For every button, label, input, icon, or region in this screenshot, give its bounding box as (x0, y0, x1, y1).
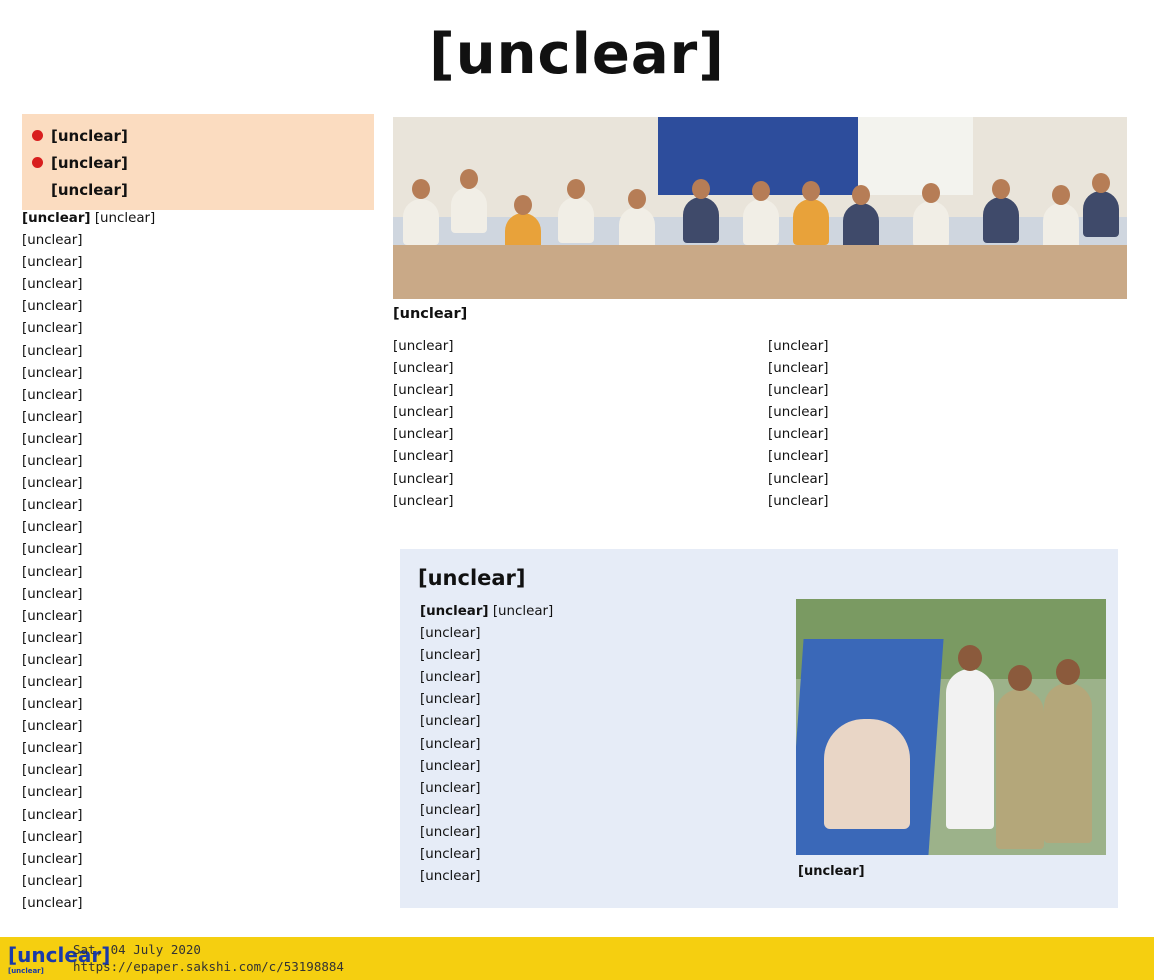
article-line: [unclear] (768, 493, 829, 509)
logo-subtext: [unclear] (8, 967, 44, 975)
sub-article-box (400, 549, 1118, 908)
photo-person (946, 669, 994, 829)
photo-person (451, 187, 487, 233)
article-line: [unclear] (22, 409, 83, 425)
kicker-item-2-cont (32, 176, 364, 203)
article-line: [unclear] (768, 405, 829, 421)
article-line: [unclear] (22, 277, 83, 293)
photo-person (1044, 683, 1092, 843)
article-line: [unclear] (393, 361, 454, 377)
photo-banner (858, 117, 973, 195)
photo-person-head (1092, 173, 1110, 193)
article-line: [unclear] (22, 608, 83, 624)
article-line: [unclear] (768, 361, 829, 377)
sub-article-line: [unclear] (420, 869, 481, 885)
article-column-3 (768, 336, 1128, 526)
article-line: [unclear] (22, 652, 83, 668)
article-column-1 (22, 208, 378, 918)
photo-person (983, 197, 1019, 243)
kicker-text: [unclear] (51, 180, 128, 199)
article-line: [unclear] (22, 431, 83, 447)
article-line: [unclear] (22, 343, 83, 359)
article-line: [unclear] (22, 763, 83, 779)
photo-person (743, 199, 779, 245)
edition-date: Sat, 04 July 2020 (73, 942, 201, 957)
article-line: [unclear] (22, 321, 83, 337)
sakshi-logo[interactable] (8, 943, 111, 975)
photo-person (793, 199, 829, 245)
edition-url[interactable]: https://epaper.sakshi.com/c/53198884 (73, 959, 344, 974)
sub-article-line: [unclear] (420, 758, 481, 774)
article-line: [unclear] (393, 427, 454, 443)
article-line: [unclear] (22, 741, 83, 757)
sub-article-line: [unclear] (420, 780, 481, 796)
logo-text: [unclear] (8, 943, 111, 967)
photo-person (996, 689, 1044, 849)
article-line: [unclear] (22, 851, 83, 867)
article-line: [unclear] (22, 476, 83, 492)
article-line: [unclear] (22, 387, 83, 403)
sub-article-line (420, 601, 790, 623)
article-line: [unclear] (768, 427, 829, 443)
article-text: [unclear] (94, 211, 156, 226)
article-line: [unclear] (768, 339, 829, 354)
photo-person-head (958, 645, 982, 671)
article-column-2 (393, 336, 753, 526)
sub-article-text (420, 601, 790, 893)
photo-person (1083, 191, 1119, 237)
article-line: [unclear] (22, 829, 83, 845)
article-line: [unclear] (393, 383, 454, 399)
bullet-icon (32, 157, 43, 168)
sub-article-line: [unclear] (420, 824, 481, 840)
kicker-item-1 (32, 122, 364, 149)
photo-person-head (514, 195, 532, 215)
photo-person-head (1056, 659, 1080, 685)
kicker-item-2 (32, 149, 364, 176)
article-line: [unclear] (22, 674, 83, 690)
sub-photo-caption: [unclear] (798, 864, 865, 879)
article-line: [unclear] (768, 383, 829, 399)
article-line: [unclear] (22, 630, 83, 646)
photo-poster-portrait (824, 719, 910, 829)
photo-person-head (802, 181, 820, 201)
photo-table (393, 245, 1127, 299)
article-line: [unclear] (22, 895, 83, 911)
photo-person (843, 203, 879, 249)
article-line: [unclear] (22, 542, 83, 558)
photo-person-head (752, 181, 770, 201)
article-line: [unclear] (22, 233, 83, 249)
photo-person-head (1008, 665, 1032, 691)
article-line (22, 208, 378, 230)
article-line: [unclear] (22, 873, 83, 889)
article-line: [unclear] (22, 785, 83, 801)
article-line: [unclear] (768, 449, 829, 465)
photo-person-head (1052, 185, 1070, 205)
sub-article-line: [unclear] (420, 714, 481, 730)
photo-person (1043, 203, 1079, 249)
photo-person (403, 199, 439, 245)
article-line: [unclear] (393, 449, 454, 465)
photo-person-head (852, 185, 870, 205)
sub-article-line: [unclear] (420, 648, 481, 664)
kicker-text: [unclear] (51, 126, 128, 145)
sub-article-line: [unclear] (420, 670, 481, 686)
article-line: [unclear] (22, 299, 83, 315)
article-line: [unclear] (22, 586, 83, 602)
article-line: [unclear] (22, 697, 83, 713)
sub-article-line-text: [unclear] (492, 604, 554, 619)
article-line: [unclear] (22, 807, 83, 823)
photo-person-head (628, 189, 646, 209)
article-line: [unclear] (22, 454, 83, 470)
sub-article-line: [unclear] (420, 847, 481, 863)
article-line: [unclear] (393, 471, 454, 487)
photo-person (558, 197, 594, 243)
meeting-photo (393, 117, 1127, 299)
photo-person-head (992, 179, 1010, 199)
sub-article-line: [unclear] (420, 692, 481, 708)
article-line: [unclear] (393, 339, 454, 354)
bullet-icon (32, 130, 43, 141)
photo-caption: [unclear] (393, 306, 468, 322)
photo-person-head (460, 169, 478, 189)
article-line: [unclear] (22, 365, 83, 381)
sub-article-line: [unclear] (420, 802, 481, 818)
photo-person-head (692, 179, 710, 199)
article-line: [unclear] (393, 405, 454, 421)
sub-dateline: [unclear] (420, 604, 489, 619)
tribute-photo (796, 599, 1106, 855)
sub-headline: [unclear] (418, 566, 526, 590)
sub-article-line: [unclear] (420, 736, 481, 752)
photo-person (683, 197, 719, 243)
photo-person-head (567, 179, 585, 199)
article-line: [unclear] (22, 564, 83, 580)
article-line: [unclear] (22, 498, 83, 514)
photo-person-head (922, 183, 940, 203)
kicker-box (22, 114, 374, 210)
article-line: [unclear] (22, 255, 83, 271)
sub-article-line: [unclear] (420, 626, 481, 642)
article-line: [unclear] (768, 471, 829, 487)
footer-bar (0, 937, 1154, 980)
article-line: [unclear] (22, 719, 83, 735)
dateline: [unclear] (22, 211, 91, 226)
article-line: [unclear] (22, 520, 83, 536)
headline: [unclear] (429, 21, 725, 87)
kicker-text: [unclear] (51, 153, 128, 172)
photo-person-head (412, 179, 430, 199)
photo-person (913, 201, 949, 247)
article-line: [unclear] (393, 493, 454, 509)
